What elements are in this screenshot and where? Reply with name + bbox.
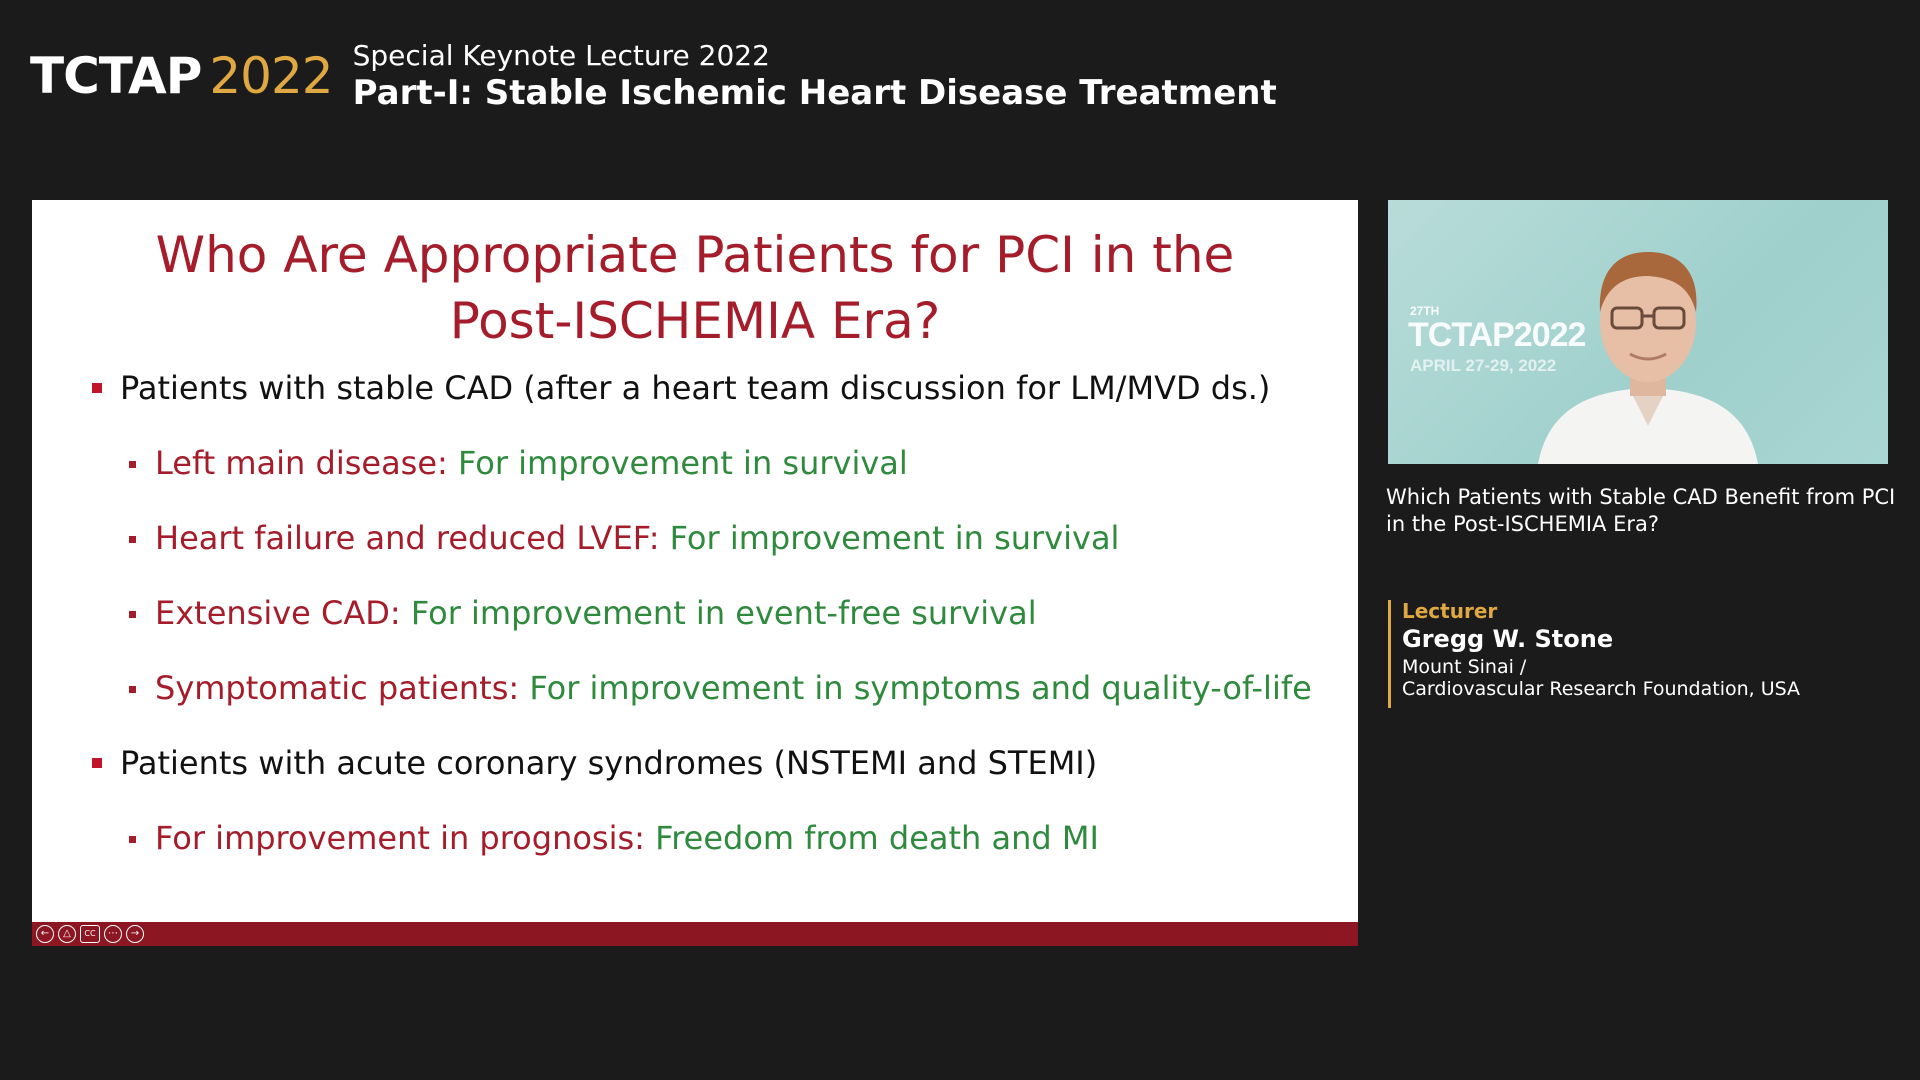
sub-bullet-detail: For improvement in survival — [669, 519, 1120, 557]
page-header — [30, 36, 1277, 116]
sub-bullet-heart-failure — [129, 518, 1338, 593]
sub-bullet-label: Left main disease: — [155, 444, 458, 482]
next-arrow-icon[interactable]: → — [126, 925, 144, 943]
sub-bullet-label: Symptomatic patients: — [155, 669, 530, 707]
sub-bullet-label: For improvement in prognosis: — [155, 819, 656, 857]
sub-bullet-left-main — [129, 443, 1338, 518]
lecturer-affiliation-line1: Mount Sinai / — [1402, 656, 1527, 678]
sub-bullet-prognosis — [129, 818, 1338, 893]
video-edition: 27TH — [1410, 304, 1440, 318]
brand-name: TCTAP — [30, 47, 202, 105]
session-subtitle: Special Keynote Lecture 2022 — [352, 39, 770, 72]
slide-title-line1: Who Are Appropriate Patients for PCI in the — [155, 226, 1235, 284]
bullet-stable-cad: Patients with stable CAD (after a heart team discussion for LM/MVD ds.) — [92, 368, 1338, 443]
sub-bullet-detail: Freedom from death and MI — [655, 819, 1099, 857]
slide-control-bar — [32, 922, 1358, 946]
slide-bullet-list — [92, 368, 1338, 893]
slide-title-line2: Post-ISCHEMIA Era? — [449, 292, 941, 350]
session-title: Part-I: Stable Ischemic Heart Disease Treatment — [352, 73, 1277, 113]
slide-title — [32, 222, 1358, 354]
sub-bullet-label: Heart failure and reduced LVEF: — [155, 519, 670, 557]
presentation-slide — [32, 200, 1358, 946]
lecturer-label: Lecturer — [1402, 599, 1498, 623]
speaker-figure — [1518, 200, 1778, 464]
slide-content — [32, 200, 1358, 922]
sub-bullet-detail: For improvement in survival — [457, 444, 908, 482]
lecturer-name: Gregg W. Stone — [1402, 625, 1614, 653]
lecturer-card — [1388, 600, 1800, 708]
session-titles — [353, 39, 1277, 113]
captions-icon[interactable]: CC — [80, 925, 100, 943]
more-icon[interactable]: ⋯ — [104, 925, 122, 943]
video-dates: APRIL 27-29, 2022 — [1410, 356, 1557, 375]
sub-bullet-label: Extensive CAD: — [155, 594, 411, 632]
pointer-icon[interactable]: △ — [58, 925, 76, 943]
brand-year: 2022 — [209, 47, 333, 105]
video-brand: TCTAP2022 — [1408, 316, 1586, 354]
speaker-video[interactable] — [1388, 200, 1888, 464]
event-logo — [30, 47, 333, 105]
sub-bullet-symptomatic — [129, 668, 1338, 743]
prev-arrow-icon[interactable]: ← — [36, 925, 54, 943]
talk-title: Which Patients with Stable CAD Benefit from PCI in the Post-ISCHEMIA Era? — [1386, 485, 1896, 536]
sub-bullet-detail: For improvement in symptoms and quality-of-life — [529, 669, 1312, 707]
lecturer-affiliation-line2: Cardiovascular Research Foundation, USA — [1402, 678, 1801, 700]
sub-bullet-detail: For improvement in event-free survival — [410, 594, 1037, 632]
bullet-acute-coronary: Patients with acute coronary syndromes (NSTEMI and STEMI) — [92, 743, 1338, 818]
sub-bullet-extensive-cad — [129, 593, 1338, 668]
